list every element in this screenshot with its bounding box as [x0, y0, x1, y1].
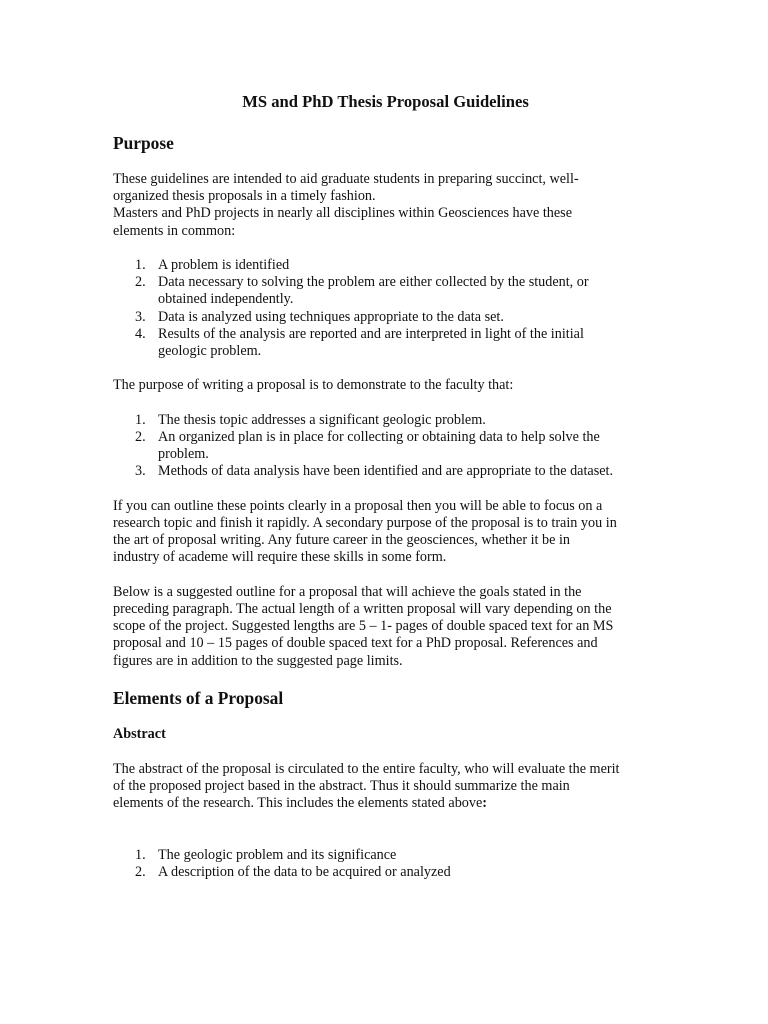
text-line: Below is a suggested outline for a proposal that will achieve the goals stated in the [113, 583, 582, 600]
text-line: preceding paragraph. The actual length of a written proposal will vary depending on the [113, 601, 612, 617]
list-item [113, 847, 658, 864]
text-line: industry of academe will require these skills in some form. [113, 549, 447, 566]
list-text: A description of the data to be acquired or analyzed [158, 863, 451, 880]
list-text: geologic problem. [158, 343, 262, 360]
text-line: elements in common: [113, 222, 236, 239]
list-item [113, 429, 658, 463]
list-text: Data is analyzed using techniques appropriate to the data set. [158, 308, 504, 325]
text-line: figures are in addition to the suggested page limits. [113, 652, 403, 669]
document-title: MS and PhD Thesis Proposal Guidelines [242, 92, 529, 111]
text-line: proposal and 10 – 15 pages of double spaced text for a PhD proposal. References and [113, 635, 598, 652]
list-number: 2. [135, 274, 146, 291]
text-line: elements of the research. This includes the elements stated above [113, 794, 483, 811]
list-text: The geologic problem and its significance [158, 846, 397, 863]
list-number: 1. [135, 257, 146, 273]
list-item [113, 274, 658, 308]
purpose-heading: Purpose [113, 133, 174, 153]
list-text: obtained independently. [158, 291, 294, 308]
list-number: 2. [135, 863, 146, 880]
list-text: Methods of data analysis have been identified and are appropriate to the dataset. [158, 463, 614, 480]
list-item [113, 864, 658, 881]
common-elements-list [113, 257, 658, 360]
list-number: 3. [135, 463, 146, 480]
list-number: 1. [135, 846, 146, 863]
suggested-outline-paragraph [113, 584, 658, 670]
list-item [113, 326, 658, 360]
outline-paragraph [113, 498, 658, 567]
list-text: A problem is identified [158, 257, 290, 273]
list-text: The thesis topic addresses a significant geologic problem. [158, 411, 486, 428]
list-text: An organized plan is in place for collecting or obtaining data to help solve the [158, 429, 600, 445]
bold-colon: : [482, 794, 488, 811]
elements-heading: Elements of a Proposal [113, 687, 284, 708]
abstract-elements-list [113, 847, 658, 881]
purpose-intro-paragraph [113, 171, 658, 240]
list-text: problem. [158, 446, 209, 463]
list-item [113, 257, 658, 274]
text-line: These guidelines are intended to aid graduate students in preparing succinct, well- [113, 171, 579, 187]
abstract-paragraph [113, 761, 658, 813]
list-number: 2. [135, 429, 146, 445]
list-item [113, 463, 658, 480]
document-page [113, 92, 658, 881]
text-line: of the proposed project based in the abstract. Thus it should summarize the main [113, 777, 570, 794]
text-line: research topic and finish it rapidly. A secondary purpose of the proposal is to train you in [113, 515, 617, 531]
list-number: 4. [135, 325, 146, 342]
list-number: 1. [135, 411, 146, 428]
list-item [113, 412, 658, 429]
text-line: If you can outline these points clearly in a proposal then you will be able to focus on a [113, 497, 603, 514]
text-line: scope of the project. Suggested lengths are 5 – 1- pages of double spaced text for an MS [113, 618, 614, 635]
list-number: 3. [135, 308, 146, 325]
text-line: The abstract of the proposal is circulated to the entire faculty, who will evaluate the merit [113, 760, 620, 777]
list-text: Data necessary to solving the problem are either collected by the student, or [158, 274, 589, 291]
text-line: Masters and PhD projects in nearly all disciplines within Geosciences have these [113, 205, 573, 222]
abstract-heading: Abstract [113, 725, 166, 742]
list-item [113, 309, 658, 326]
purpose-list [113, 412, 658, 481]
text-line: the art of proposal writing. Any future career in the geosciences, whether it be in [113, 532, 570, 549]
list-text: Results of the analysis are reported and are interpreted in light of the initial [158, 325, 584, 342]
text-line: organized thesis proposals in a timely fashion. [113, 188, 376, 205]
purpose-statement: The purpose of writing a proposal is to demonstrate to the faculty that: [113, 377, 514, 394]
